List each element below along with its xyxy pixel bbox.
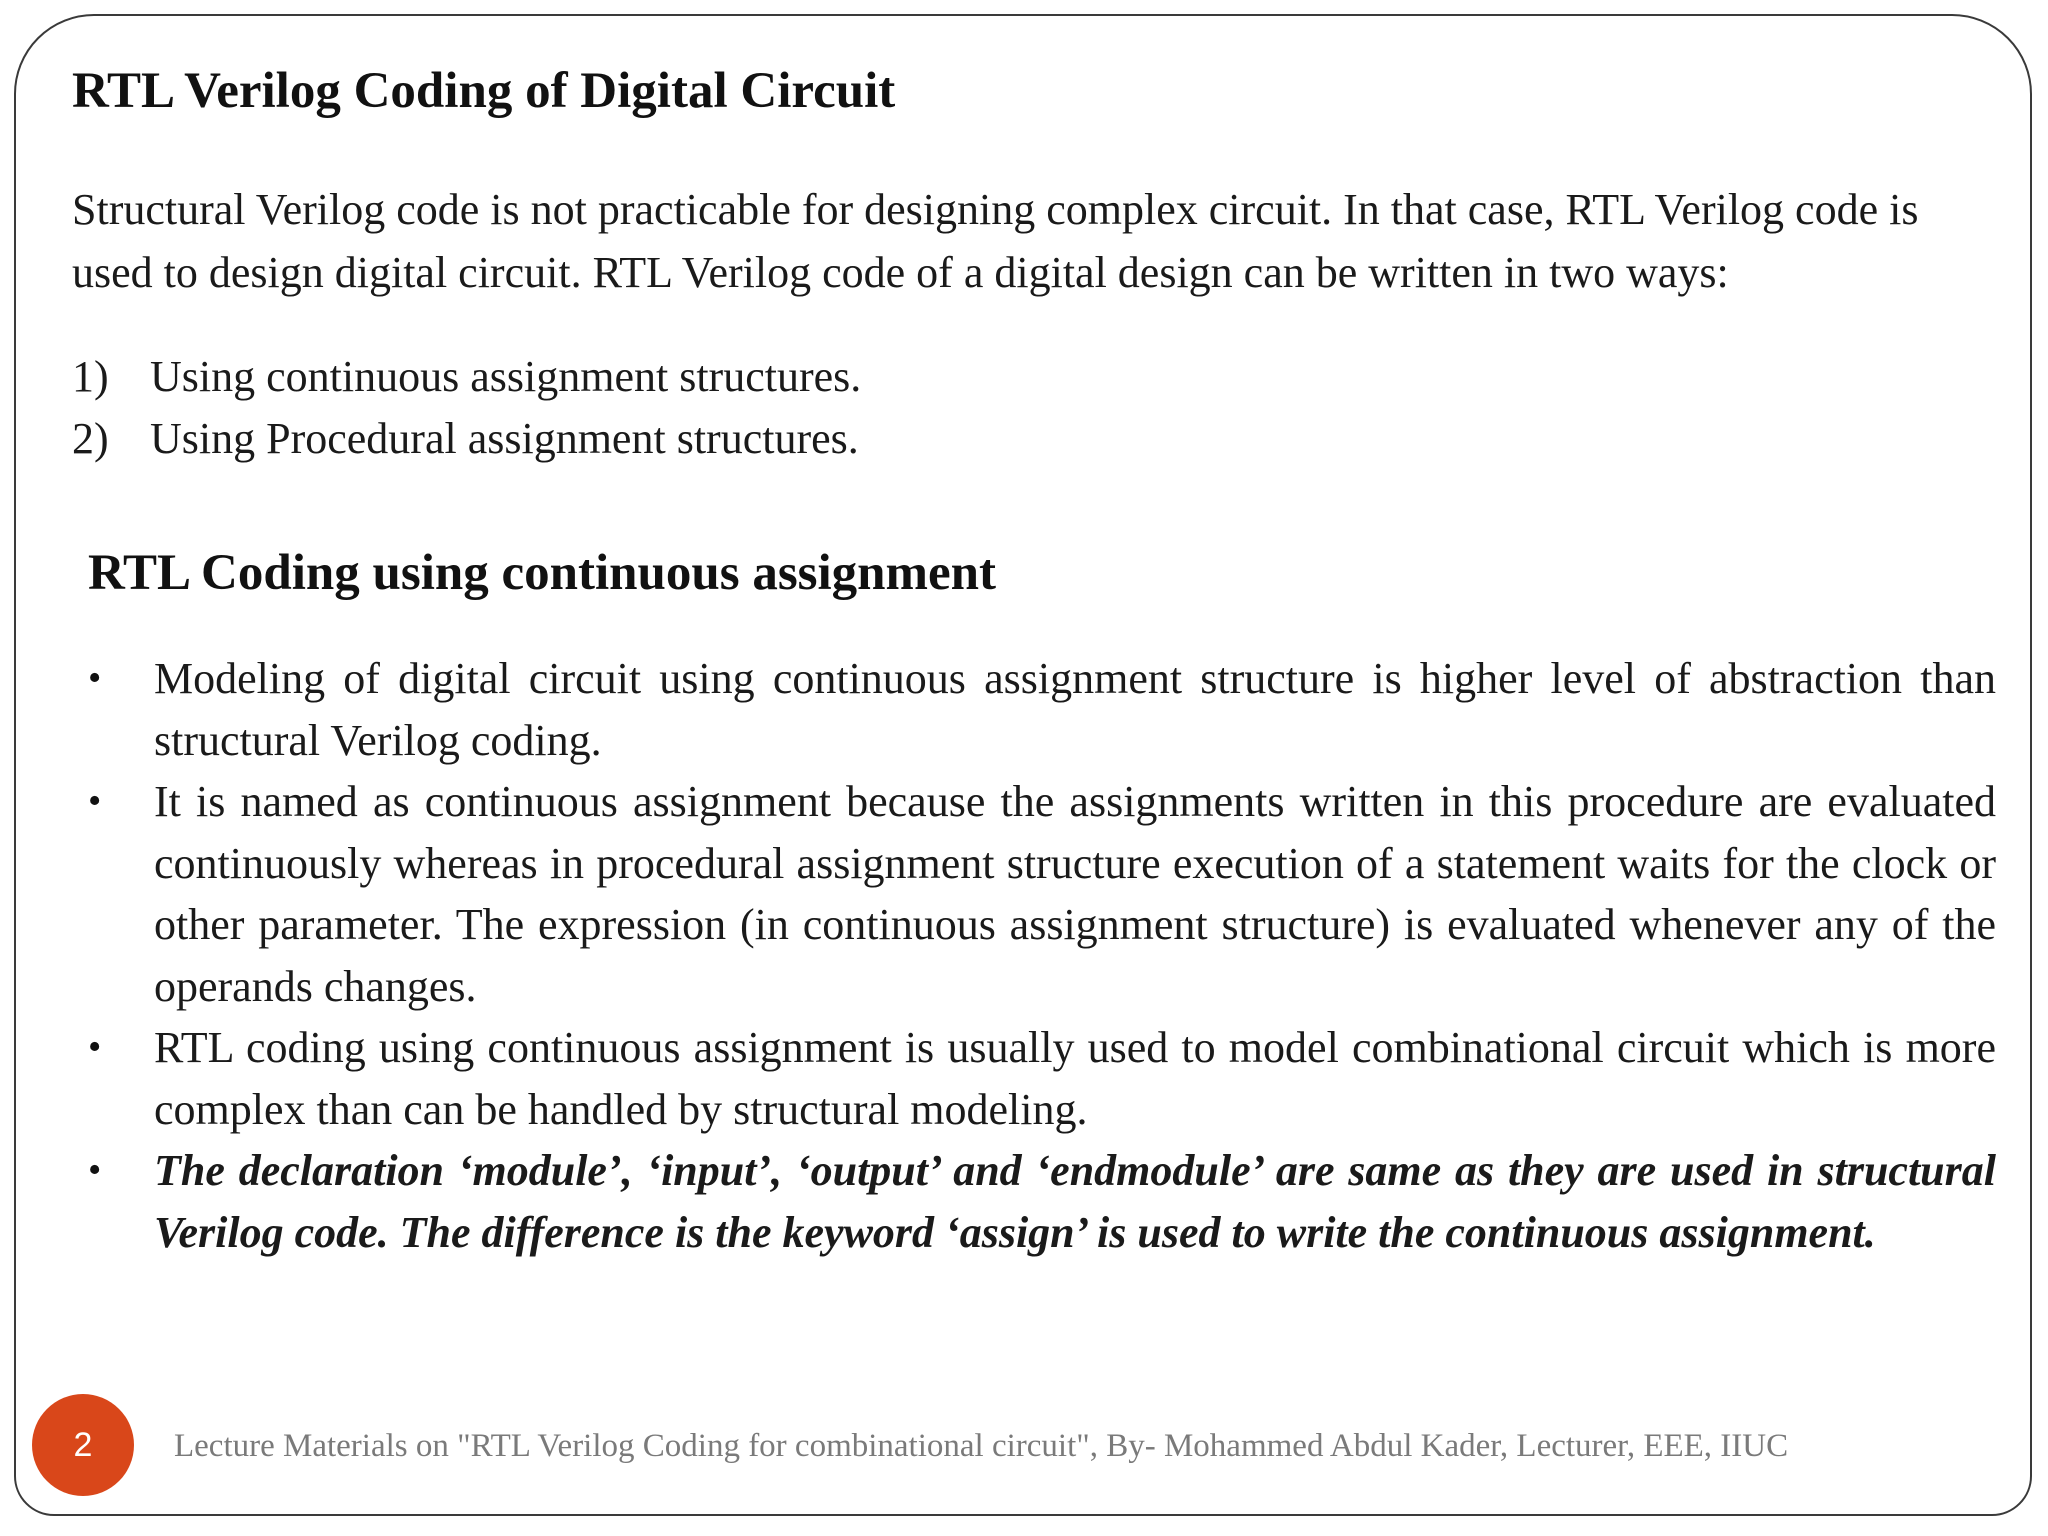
list-number: 2) [72,414,109,463]
numbered-list-item [72,408,861,470]
bullet-item [88,1017,1996,1140]
section-heading: RTL Coding using continuous assignment [88,545,997,601]
bullet-text: It is named as continuous assignment because the assignments written in this procedure are evaluated continuously whereas in procedural assignment structure execution of a statement waits for the clock or other parameter. The expression (in continuous assignment structure) is evaluated whenever any of the operands changes. [154,777,1996,1011]
bullet-item [88,648,1996,771]
numbered-list [72,346,861,470]
bullet-item-emphasized [88,1140,1996,1263]
bullet-item [88,771,1996,1017]
bullet-dot-icon: • [88,657,102,699]
page-number-badge [32,1394,134,1496]
bullet-dot-icon: • [88,1026,102,1068]
bullet-dot-icon: • [88,1149,102,1191]
slide-title: RTL Verilog Coding of Digital Circuit [72,63,896,119]
list-item-text: Using continuous assignment structures. [150,352,862,401]
list-number: 1) [72,352,109,401]
footer-credit: Lecture Materials on "RTL Verilog Coding for combinational circuit", By- Mohammed Abdul Kader, Lecturer, EEE, IIUC [174,1428,1789,1464]
intro-paragraph: Structural Verilog code is not practicable for designing complex circuit. In that case, RTL Verilog code is used to design digital circuit. RTL Verilog code of a digital design can be written in two ways: [72,185,1919,297]
bullet-text: Modeling of digital circuit using continuous assignment structure is higher level of abstraction than structural Verilog coding. [154,654,1996,765]
numbered-list-item [72,346,861,408]
bullet-text: The declaration ‘module’, ‘input’, ‘output’ and ‘endmodule’ are same as they are used in structural Verilog code. The difference is the keyword ‘assign’ is used to write the continuous assignment. [154,1146,1996,1257]
page-number: 2 [73,1425,93,1464]
bullet-dot-icon: • [88,780,102,822]
list-item-text: Using Procedural assignment structures. [150,414,859,463]
bullet-list [88,648,1996,1263]
bullet-text: RTL coding using continuous assignment is usually used to model combinational circuit which is more complex than can be handled by structural modeling. [154,1023,1996,1134]
